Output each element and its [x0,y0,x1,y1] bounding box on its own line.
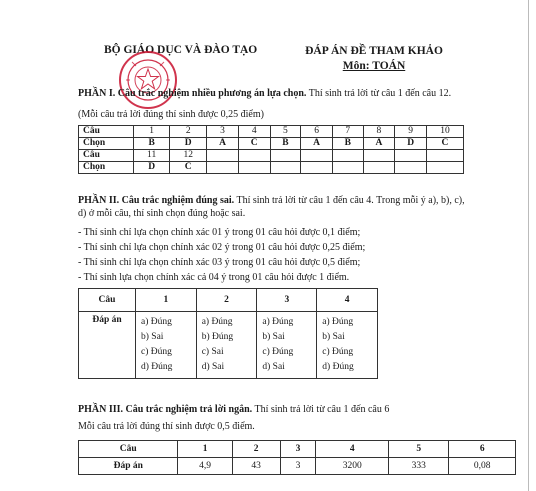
question-number: 3 [257,289,317,312]
question-number: 6 [449,441,516,458]
document-title: ĐÁP ÁN ĐỀ THAM KHẢO [305,45,443,57]
answer-choice: C [238,138,270,150]
answer-choice: B [134,138,170,150]
row-label-answer: Đáp án [79,312,136,379]
row-label-question: Câu [79,126,134,138]
table-row [79,312,378,379]
part3-instruction: Thí sinh trả lời từ câu 1 đến câu 6 [252,404,390,415]
part1-answer-table [78,125,464,174]
part2-rule: - Thí sinh chỉ lựa chọn chính xác 02 ý trong 01 câu hỏi được 0,25 điểm; [78,242,366,253]
question-number: 9 [395,126,427,138]
answer-value: 4,9 [178,458,232,475]
part3-answer-table [78,440,516,475]
question-number: 3 [280,441,316,458]
ministry-name: BỘ GIÁO DỤC VÀ ĐÀO TẠO [104,44,258,56]
answer-value: 43 [232,458,280,475]
part3-heading-line [78,403,518,416]
question-number: 4 [238,126,270,138]
answer-choice: D [170,138,207,150]
question-number: 4 [316,441,389,458]
table-row [79,458,516,475]
answer-cell: a) Đúng b) Sai c) Đúng d) Đúng [136,312,197,379]
official-seal-icon [118,50,178,110]
answer-value: 333 [389,458,449,475]
answer-choice: A [363,138,395,150]
row-label-answer: Đáp án [79,458,178,475]
subject-name: Môn: TOÁN [342,60,406,72]
part2-rule: - Thí sinh lựa chọn chính xác cả 04 ý trong 01 câu hỏi được 1 điểm. [78,272,350,283]
question-number: 1 [134,126,170,138]
answer-cell: a) Đúng b) Sai c) Đúng d) Sai [257,312,317,379]
question-number: 5 [270,126,301,138]
question-number: 2 [232,441,280,458]
part3-heading: PHẦN III. Câu trắc nghiệm trả lời ngắn. [78,404,253,415]
answer-choice: A [301,138,333,150]
row-label-answer: Chọn [79,162,134,174]
page-edge-divider [528,0,529,491]
answer-value: 3 [280,458,316,475]
table-row [79,441,516,458]
answer-choice: C [426,138,463,150]
part2-heading: PHẦN II. Câu trắc nghiệm đúng sai. [78,195,235,206]
question-number: 2 [170,126,207,138]
col-label-question: Câu [79,441,178,458]
row-label-answer: Chọn [79,138,134,150]
part2-rule: - Thí sinh chỉ lựa chọn chính xác 03 ý trong 01 câu hỏi được 0,5 điểm; [78,257,361,268]
row-label-question: Câu [79,150,134,162]
answer-cell: a) Đúng b) Đúng c) Sai d) Sai [196,312,257,379]
part2-instruction: Thí sinh trả lời từ câu 1 đến câu 4. Trong mỗi ý a), b), c), [234,195,465,206]
question-number: 4 [317,289,378,312]
part1-heading: PHẦN I. Câu trắc nghiệm nhiều phương án lựa chọn. [78,88,307,99]
answer-choice: D [395,138,427,150]
question-number: 3 [207,126,239,138]
question-number: 10 [426,126,463,138]
question-number: 11 [134,150,170,162]
answer-choice: B [270,138,301,150]
part1-instruction: Thí sinh trả lời từ câu 1 đến câu 12. [306,88,452,99]
answer-choice: A [207,138,239,150]
answer-choice: B [332,138,363,150]
document-header [300,44,448,74]
part2-rule: - Thí sinh chỉ lựa chọn chính xác 01 ý trong 01 câu hỏi được 0,1 điểm; [78,227,361,238]
answer-cell: a) Đúng b) Sai c) Đúng d) Đúng [317,312,378,379]
col-label-question: Câu [79,289,136,312]
part3-scoring: Mỗi câu trả lời đúng thí sinh được 0,5 điểm. [78,421,255,432]
question-number: 6 [301,126,333,138]
part2-answer-table [78,288,378,379]
table-row [79,138,464,150]
answer-choice: D [134,162,170,174]
table-row [79,150,464,162]
question-number: 1 [136,289,197,312]
part1-scoring: (Mỗi câu trả lời đúng thí sinh được 0,25 điểm) [78,109,264,120]
question-number: 5 [389,441,449,458]
question-number: 8 [363,126,395,138]
table-row [79,162,464,174]
part2-instruction-cont: d) ở mỗi câu, thí sinh chọn đúng hoặc sai. [78,208,246,219]
question-number: 2 [196,289,257,312]
answer-value: 3200 [316,458,389,475]
part1-heading-line [78,87,518,100]
table-row [79,289,378,312]
part2-heading-line [78,194,524,207]
table-row [79,126,464,138]
question-number: 1 [178,441,232,458]
answer-choice: C [170,162,207,174]
question-number: 7 [332,126,363,138]
answer-value: 0,08 [449,458,516,475]
question-number: 12 [170,150,207,162]
